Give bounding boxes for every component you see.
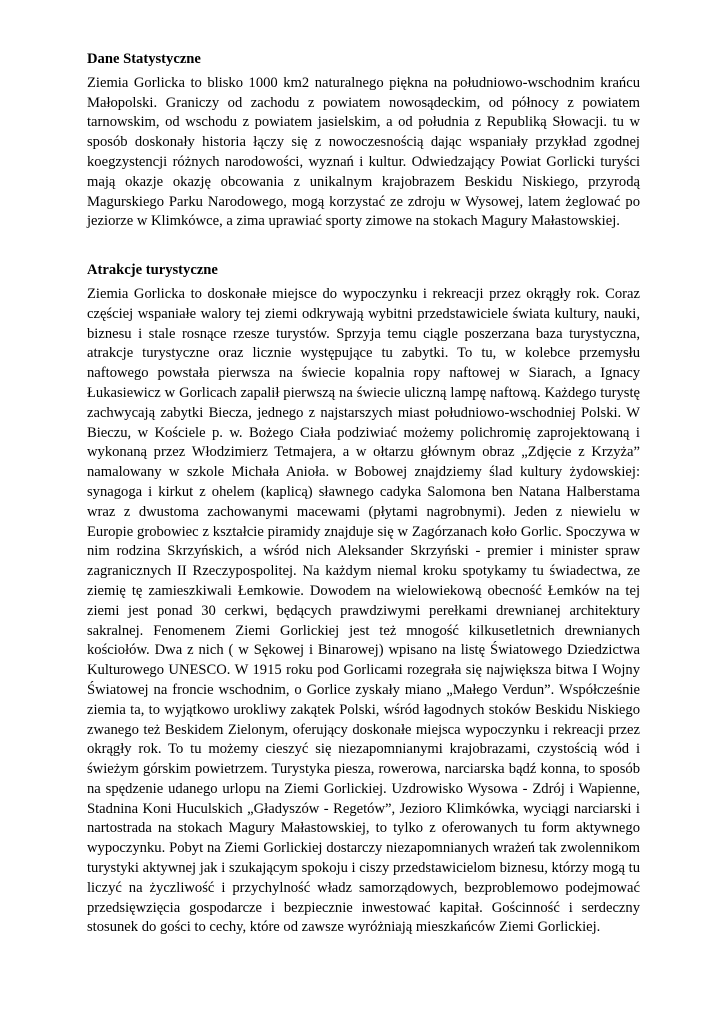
- section-tourist-attractions: [87, 261, 640, 938]
- section-paragraph: Ziemia Gorlicka to doskonałe miejsce do wypoczynku i rekreacji przez okrągły rok. Coraz częściej wspaniałe walory tej ziemi odkrywają wybitni przedstawiciele świata kultury, nauki, biznesu i stale rosnące rzesze turystów. Sprzyja temu ciągle poszerzana baza turystyczna, atrakcje turystyczne oraz licznie występujące tu zabytki. To tu, w kolebce przemysłu naftowego powstała pierwsza na świecie kopalnia ropy naftowej w Siarach, a Ignacy Łukasiewicz w Gorlicach zapalił pierwszą na świecie uliczną lampę naftową. Każdego turystę zachwycają zabytki Biecza, jednego z najstarszych miast południowo-wschodniej Polski. W Bieczu, w Kościele p. w. Bożego Ciała podziwiać możemy polichromię zaprojektowaną i wykonaną przez Włodzimierz Tetmajera, a w ołtarzu głównym obraz „Zdjęcie z Krzyża” namalowany w szkole Michała Anioła. w Bobowej znajdziemy ślad kultury żydowskiej: synagoga i kirkut z ohelem (kaplicą) sławnego cadyka Salomona ben Natana Halberstama wraz z dwustoma zachowanymi macewami (płytami nagrobnymi). Jeden z niewielu w Europie grobowiec z kształcie piramidy znajduje się w Zagórzanach koło Gorlic. Spoczywa w nim rodzina Skrzyńskich, a wśród nich Aleksander Skrzyński - premier i minister spraw zagranicznych II Rzeczypospolitej. Na każdym niemal kroku spotykamy tu świadectwa, ze ziemię tę zamieszkiwali Łemkowie. Dowodem na wielowiekową obecność Łemków na tej ziemi jest ponad 30 cerkwi, będących prawdziwymi perełkami drewnianej architektury sakralnej. Fenomenem Ziemi Gorlickiej jest też mnogość kilkusetletnich drewnianych kościołów. Dwa z nich ( w Sękowej i Binarowej) wpisano na listę Światowego Dziedzictwa Kulturowego UNESCO. W 1915 roku pod Gorlicami rozegrała się największa bitwa I Wojny Światowej na froncie wschodnim, o Gorlice zyskały miano „Małego Verdun”. Współcześnie ziemia ta, to wyjątkowo urokliwy zakątek Polski, wśród łagodnych stoków Beskidu Niskiego zwanego też Beskidem Zielonym, oferujący doskonałe miejsca wypoczynku i rekreacji przez okrągły rok. To tu możemy cieszyć się niezapomnianymi krajobrazami, czystością wód i świeżym górskim powietrzem. Turystyka piesza, rowerowa, narciarska bądź konna, to sposób na spędzenie udanego urlopu na Ziemi Gorlickiej. Uzdrowisko Wysowa - Zdrój i Wapienne, Stadnina Koni Huculskich „Gładyszów - Regetów”, Jezioro Klimkówka, wyciągi narciarski i nartostrada na stokach Magury Małastowskiej, to tylko z oferowanych tu form aktywnego wypoczynku. Pobyt na Ziemi Gorlickiej dostarczy niezapomnianych wrażeń tak zwolennikom turystyki aktywnej jak i szukającym spokoju i ciszy przedstawicielom biznesu, którzy mogą tu liczyć na życzliwość i przychylność władz samorządowych, bezproblemowo podejmować przedsięwzięcia gospodarcze i bezpiecznie inwestować kapitał. Gościnność i serdeczny stosunek do gości to cechy, które od zawsze wyróżniają mieszkańców Ziemi Gorlickiej.: [87, 285, 640, 936]
- document-page: [87, 50, 640, 938]
- section-statistics: [87, 50, 640, 232]
- section-heading: Dane Statystyczne: [87, 51, 201, 67]
- section-paragraph: Ziemia Gorlicka to blisko 1000 km2 naturalnego piękna na południowo-wschodnim krańcu Małopolski. Graniczy od zachodu z powiatem nowosądeckim, od północy z powiatem tarnowskim, od wschodu z powiatem jasielskim, a od południa z Republiką Słowacji. tu w sposób doskonały historia łączy się z nowoczesnością dając wspaniały przykład zgodnej koegzystencji różnych narodowości, wyznań i kultur. Odwiedzający Powiat Gorlicki turyści mają okazje okazję obcowania z unikalnym krajobrazem Beskidu Niskiego, przyrodą Magurskiego Parku Narodowego, mogą korzystać ze zdroju w Wysowej, latem żeglować po jeziorze w Klimkówce, a zima uprawiać sporty zimowe na stokach Magury Małastowskiej.: [87, 74, 640, 230]
- section-heading: Atrakcje turystyczne: [87, 262, 218, 279]
